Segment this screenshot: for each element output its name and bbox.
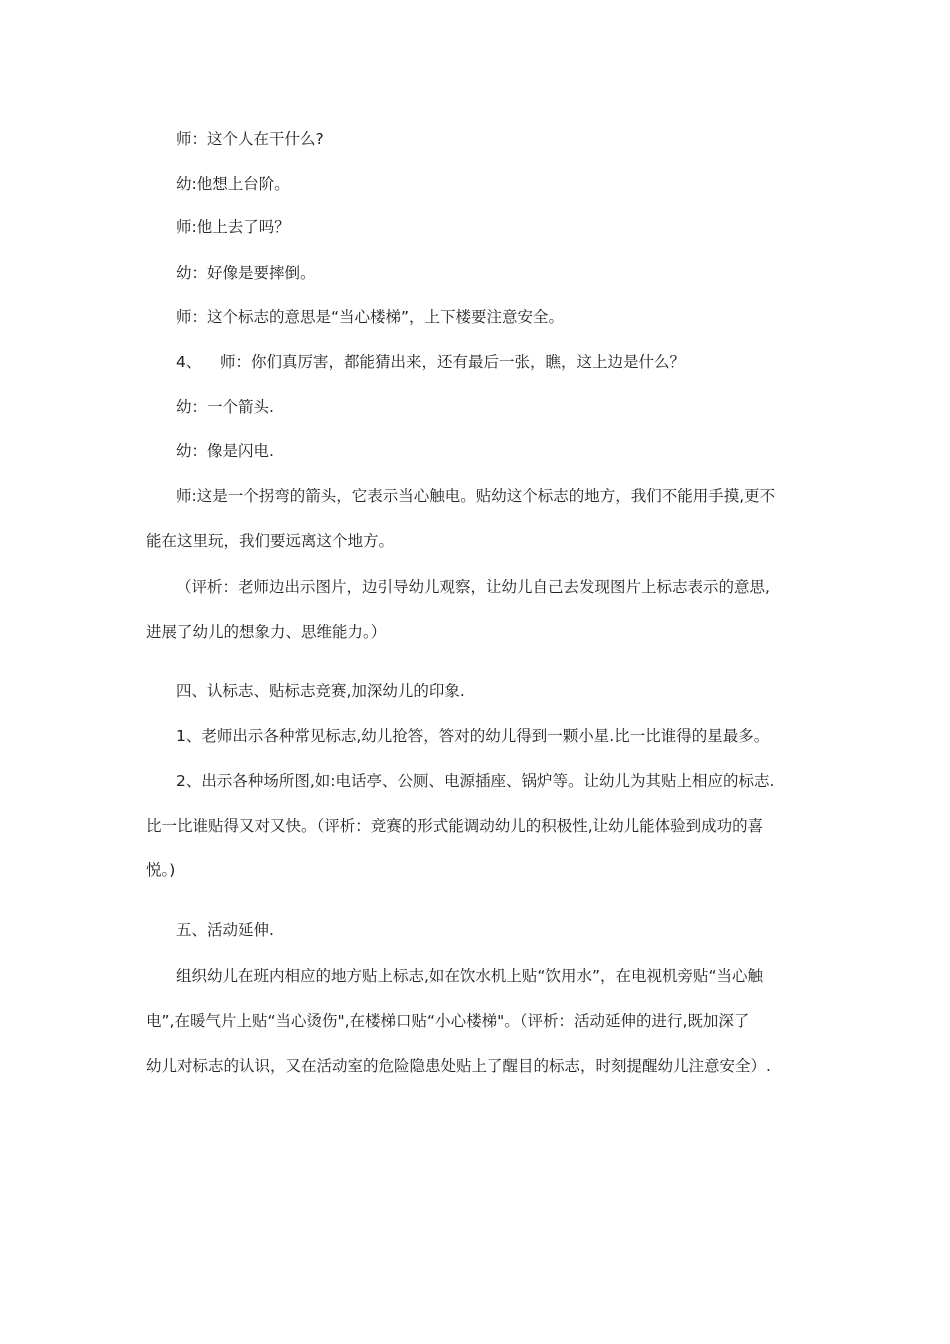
list-item: 2、出示各种场所图,如:电话亭、公厕、电源插座、锅炉等。让幼儿为其贴上相应的标志. bbox=[176, 772, 775, 790]
dialogue-line: 幼：像是闪电. bbox=[176, 442, 274, 460]
dialogue-text: 师：你们真厉害，都能猜出来，还有最后一张，瞧，这上边是什么？ bbox=[220, 353, 686, 371]
paragraph-line: 电”,在暖气片上贴“当心烫伤",在楼梯口贴“小心楼梯"。（评析：活动延伸的进行,既加深了 bbox=[146, 1012, 750, 1030]
paragraph-line: 能在这里玩，我们要远离这个地方。 bbox=[146, 532, 395, 550]
dialogue-line: 幼：一个箭头. bbox=[176, 398, 274, 416]
commentary-line: 进展了幼儿的想象力、思维能力。） bbox=[146, 623, 387, 641]
list-item: 1、老师出示各种常见标志,幼儿抢答，答对的幼儿得到一颗小星.比一比谁得的星最多。 bbox=[176, 727, 770, 745]
section-heading: 五、活动延伸. bbox=[176, 921, 274, 939]
section-heading: 四、认标志、贴标志竞赛,加深幼儿的印象. bbox=[176, 682, 465, 700]
commentary-line: （评析：老师边出示图片，边引导幼儿观察，让幼儿自己去发现图片上标志表示的意思, bbox=[176, 578, 770, 596]
paragraph-line: 师:这是一个拐弯的箭头，它表示当心触电。贴幼这个标志的地方，我们不能用手摸,更不 bbox=[176, 487, 776, 505]
dialogue-line: 幼：好像是要摔倒。 bbox=[176, 264, 316, 282]
dialogue-line: 师：这个人在干什么? bbox=[176, 130, 324, 148]
dialogue-line: 幼:他想上台阶。 bbox=[176, 175, 290, 193]
paragraph-line: 幼儿对标志的认识，又在活动室的危险隐患处贴上了醒目的标志，时刻提醒幼儿注意安全）. bbox=[146, 1057, 771, 1075]
item-number: 4、 bbox=[176, 353, 202, 371]
paragraph-line: 组织幼儿在班内相应的地方贴上标志,如在饮水机上贴“饮用水”，在电视机旁贴“当心触 bbox=[176, 967, 764, 985]
paragraph-line: 比一比谁贴得又对又快。（评析：竞赛的形式能调动幼儿的积极性,让幼儿能体验到成功的喜 bbox=[146, 817, 764, 835]
dialogue-line: 师:他上去了吗？ bbox=[176, 218, 290, 236]
dialogue-line: 师：这个标志的意思是“当心楼梯”，上下楼要注意安全。 bbox=[176, 308, 565, 326]
numbered-dialogue-line bbox=[176, 351, 685, 373]
paragraph-line: 悦。) bbox=[146, 861, 176, 879]
